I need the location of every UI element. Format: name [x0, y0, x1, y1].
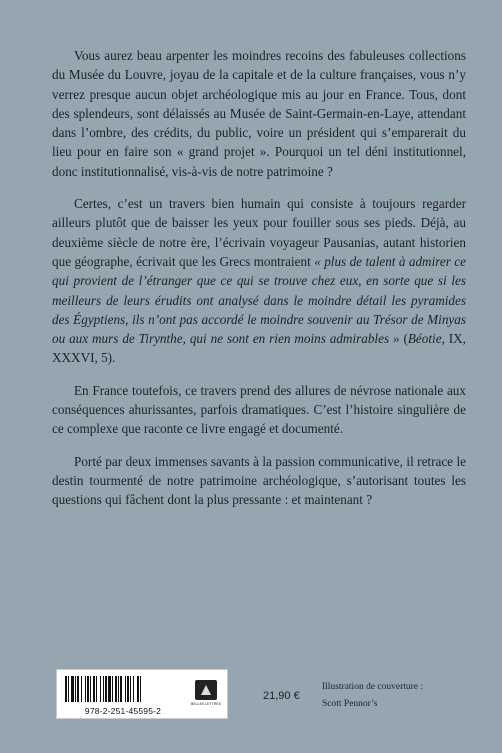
- cover-illustration-credit: [322, 679, 472, 713]
- pausanias-quote: « plus de talent à admirer ce qui provient de l’étranger que ce qui se trouve chez eux, en sorte que si les meilleurs de leurs érudits ont analysé dans le moindre détail les pyramides des Égyptiens, ils n’ont pas accordé le moindre souvenir au Trésor de Minyas ou aux murs de Tirynthe, qui ne sont en rien moins admirables »: [52, 253, 466, 347]
- paragraph-1: Vous aurez beau arpenter les moindres recoins des fabuleuses collections du Musée du Louvre, joyau de la capitale et de la culture françaises, vous n’y verrez presque aucun objet archéologique mis au jour en France. Tous, dont des splendeurs, sont délaissés au Musée de Saint-Germain-en-Laye, attendant dans l’ombre, des crédits, du public, voire un président qui s’emparerait du lieu pour en faire son « grand projet ». Pourquoi un tel déni institutionnel, donc institutionnalisé, vis-à-vis de notre patrimoine ?: [52, 48, 466, 179]
- credit-label: Illustration de couverture :: [322, 682, 424, 692]
- publisher-logo-text: BELLES LETTRES: [191, 702, 221, 706]
- paragraph-2-intro: Certes, c’est un travers bien humain qui consiste à toujours regarder ailleurs plutôt que de baisser les yeux pour fouiller sous ses pieds. Déjà, au deuxième siècle de notre ère, l’écrivain voyageur Pausanias, autant historien que géographe, écrivait que les Grecs montraient: [52, 196, 466, 269]
- paragraph-3: En France toutefois, ce travers prend des allures de névrose nationale aux conséquences ahurissantes, parfois dramatiques. C’est l’histoire singulière de ce complexe que raconte ce livre engagé et documenté.: [52, 382, 466, 437]
- barcode-area: [56, 669, 228, 719]
- paragraph-4: Porté par deux immenses savants à la passion communicative, il retrace le destin tourmenté de notre patrimoine archéologique, s’autorisant toutes les questions qui fâchent dont la plus pressante : et maintenant ?: [52, 453, 466, 508]
- paragraph-2: Certes, c’est un travers bien humain qui consiste à toujours regarder ailleurs plutôt que de baisser les yeux pour fouiller sous ses pieds. Déjà, au deuxième siècle de notre ère, l’écrivain voyageur Pausanias, autant historien que géographe, écrivait que les Grecs montraient « plus de talent à admirer ce qui provient de l’étranger que ce qui se trouve chez eux, en sorte que si les meilleurs de leurs érudits ont analysé dans le moindre détail les pyramides des Égyptiens, ils n’ont pas accordé le moindre souvenir au Trésor de Minyas ou aux murs de Tirynthe, qui ne sont en rien moins admirables » (Béotie, IX, XXXVI, 5).: [52, 196, 466, 366]
- credit-name: Scott Pennor’s: [322, 699, 378, 709]
- price: 21,90 €: [263, 690, 300, 702]
- isbn-number: 978-2-251-45595-2: [84, 706, 162, 716]
- barcode: [63, 676, 183, 702]
- quote-reference-work: Béotie: [407, 331, 442, 347]
- publisher-logo-icon: [195, 680, 217, 700]
- back-cover-text: [52, 46, 466, 510]
- quote-reference-location: , IX, XXXVI, 5).: [52, 331, 466, 366]
- publisher-logo: [189, 674, 223, 712]
